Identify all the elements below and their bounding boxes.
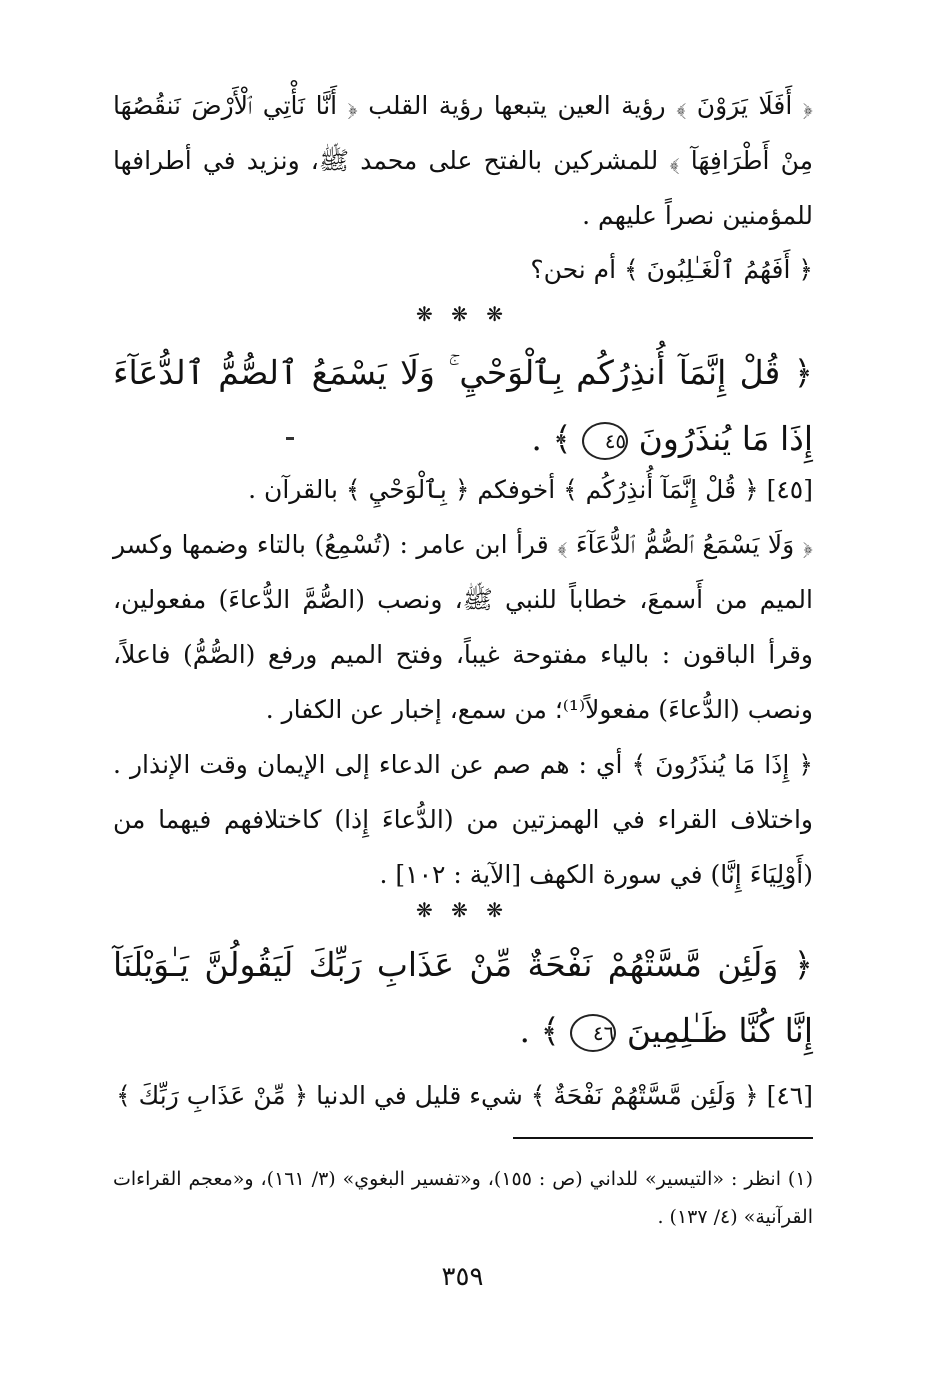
verse-45-text: ﴿ قُلْ إِنَّمَآ أُنذِرُكُم بِٱلْوَحْيِ ۚ وَلَا يَسْمَعُ ٱلصُّمُّ ٱلدُّعَآءَ إِذَا مَا يُنذَرُونَ bbox=[113, 353, 813, 458]
commentary-paragraph-1: ﴿ أَفَلَا يَرَوْنَ ﴾ رؤية العين يتبعها رؤية القلب ﴿ أَنَّا نَأْتِي ٱلْأَرْضَ نَنقُصُهَا مِنْ أَطْرَافِهَآ ﴾ للمشركين بالفتح على محمد ﷺ، ونزيد في أطرافها للمؤمنين نصراً عليهم . bbox=[113, 91, 813, 230]
stray-mark bbox=[286, 437, 294, 440]
commentary-paragraph-4: ﴿ وَلَا يَسْمَعُ ٱلصُّمُّ ٱلدُّعَآءَ ﴾ قرأ ابن عامر : (تُسْمِعُ) بالتاء وضمها وكسر الميم من أَسمعَ، خطاباً للنبي ﷺ، ونصب (الصُّمَّ الدُّعاءَ) مفعولين، وقرأ الباقون : بالياء مفتوحة غيباً، وفتح الميم ورفع (الصُّمُّ) فاعلاً، ونصب (الدُّعاءَ) مفعولاً⁽¹⁾؛ من سمع، إخبار عن الكفار . bbox=[113, 530, 813, 724]
footnote-divider bbox=[513, 1137, 813, 1139]
section-separator-2: ❋ ❋ ❋ bbox=[416, 898, 509, 922]
commentary-paragraph-3: [٤٥] ﴿ قُلْ إِنَّمَآ أُنذِرُكُم ﴾ أخوفكم ﴿ بِٱلْوَحْيِ ﴾ بالقرآن . bbox=[248, 475, 813, 504]
quran-verse-46 bbox=[113, 932, 813, 1064]
verse-46-close: ﴾ . bbox=[519, 1011, 560, 1050]
footnote-1: (١) انظر : «التيسير» للداني (ص : ١٥٥)، و«تفسير البغوي» (٣/ ١٦١)، و«معجم القراءات القرآنية» (٤/ ١٣٧) . bbox=[113, 1168, 813, 1228]
page-number: ٣٥٩ bbox=[441, 1262, 484, 1292]
commentary-paragraph-5: ﴿ إِذَا مَا يُنذَرُونَ ﴾ أي : هم صم عن الدعاء إلى الإيمان وقت الإنذار . واختلاف القراء في الهمزتين من (الدُّعاءَ إِذا) كاختلافهم فيهما من (أَوْلِيَاءَ إِنَّا) في سورة الكهف [الآية : ١٠٢] . bbox=[113, 750, 813, 889]
section-separator-1: ❋ ❋ ❋ bbox=[416, 302, 509, 326]
commentary-paragraph-2: ﴿ أَفَهُمُ ٱلْغَـٰلِبُونَ ﴾ أم نحن؟ bbox=[530, 255, 813, 284]
ayah-number-46: ٤٦ bbox=[570, 1014, 616, 1052]
verse-45-close: ﴾ . bbox=[531, 419, 572, 458]
ayah-number-45: ٤٥ bbox=[582, 422, 628, 460]
verse-46-text: ﴿ وَلَئِن مَّسَّتْهُمْ نَفْحَةٌ مِّنْ عَذَابِ رَبِّكَ لَيَقُولُنَّ يَـٰوَيْلَنَآ إِنَّا كُنَّا ظَـٰلِمِينَ bbox=[113, 945, 813, 1050]
quran-verse-45 bbox=[113, 340, 813, 472]
commentary-paragraph-6: [٤٦] ﴿ وَلَئِن مَّسَّتْهُمْ نَفْحَةٌ ﴾ شيء قليل في الدنيا ﴿ مِّنْ عَذَابِ رَبِّكَ ﴾ bbox=[116, 1081, 813, 1110]
